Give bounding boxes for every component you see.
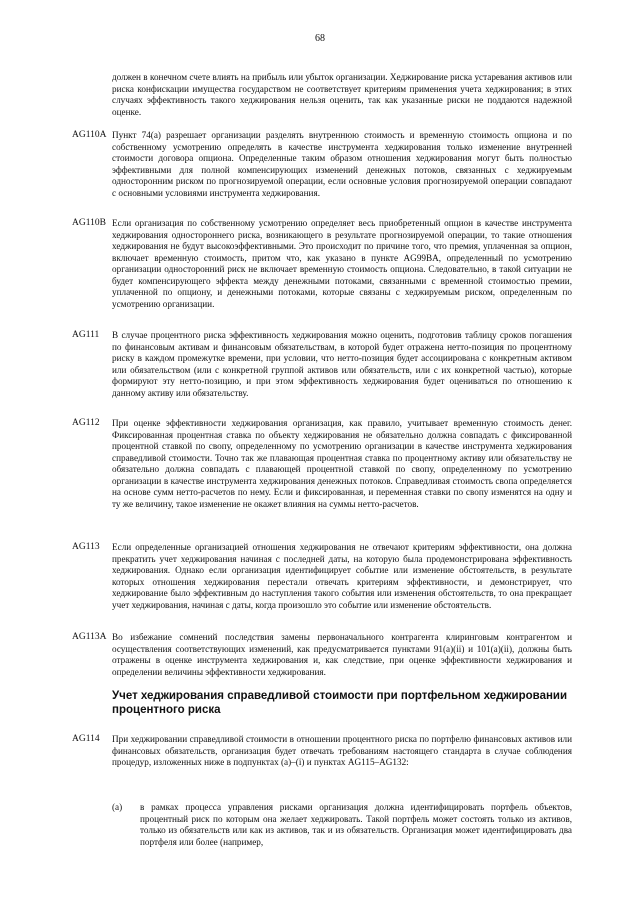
paragraph-ag113 bbox=[72, 542, 572, 611]
paragraph-ag111 bbox=[72, 330, 572, 399]
paragraph-ag114 bbox=[72, 734, 572, 769]
paragraph-text: При хеджировании справедливой стоимости в отношении процентного риска по портфелю финансовых активов или финансовых обязательств, организация будет отвечать требованиям настоящего стандарта в случае соблюдения процедур, изложенных ниже в подпунктах (а)–(i) и пунктах AG115–AG132: bbox=[112, 734, 572, 767]
subitem-text: в рамках процесса управления рисками организация должна идентифицировать портфель объектов, процентный риск по которым она желает хеджировать. Такой портфель может состоять только из активов, только из обязательств или как из активов, так и из обязательств. Организация может идентифицировать два портфеля или более (например, bbox=[140, 802, 572, 847]
paragraph-ag110a bbox=[72, 130, 572, 199]
paragraph-text: Во избежание сомнений последствия замены первоначального контрагента клиринговым контрагентом и осуществления соответствующих изменений, как предусматривается пунктами 91(а)(ii) и 101(а)(ii), должны быть отражены в оценке инструмента хеджирования и, как следствие, при оценке эффективности хеджирования и определении величины эффективности хеджирования. bbox=[112, 632, 572, 677]
paragraph-text: В случае процентного риска эффективность хеджирования можно оценить, подготовив таблицу сроков погашения по финансовым активам и финансовым обязательствам, в которой будет отражена нетто-позиция по процентному риску в каждом промежутке времени, при условии, что нетто-позиция будет ассоциирована с конкретным активом или обязательством (или с конкретной группой активов или обязательств, или с их конкретной частью), которые формируют эту нетто-позицию, и при этом эффективность хеджирования будет оцениваться по отношению к данному активу или обязательству. bbox=[112, 330, 572, 398]
lead-paragraph: должен в конечном счете влиять на прибыль или убыток организации. Хеджирование риска устаревания активов или риска конфискации имущества государством не соответствует критериям применения учета хеджирования; в этих случаях эффективность такого хеджирования нельзя оценить, так как указанные риски не поддаются надежной оценке. bbox=[112, 72, 572, 117]
section-heading: Учет хеджирования справедливой стоимости при портфельном хеджировании процентного риска bbox=[112, 690, 568, 716]
subitem-a bbox=[112, 802, 572, 848]
subitem-label: (а) bbox=[112, 802, 123, 812]
paragraph-number: AG111 bbox=[72, 330, 100, 340]
paragraph-text: Если определенные организацией отношения хеджирования не отвечают критериям эффективности, она должна прекратить учет хеджирования начиная с последней даты, на которую была продемонстрирована эффективность хеджирования. Однако если организация идентифицирует событие или изменение обстоятельств, в результате которых отношения хеджирования перестали отвечать критериям эффективности, и демонстрирует, что хеджирование было эффективным до наступления такого события или изменения обстоятельств, то она прекращает учет хеджирования, начиная с даты, когда произошло это событие или изменение обстоятельств. bbox=[112, 542, 572, 610]
paragraph-ag113a bbox=[72, 632, 572, 678]
paragraph-text: Пункт 74(а) разрешает организации разделять внутреннюю стоимость и временную стоимость опциона и по собственному усмотрению определять в качестве инструмента хеджирования только изменение внутренней стоимости договора опциона. Определенные таким образом отношения хеджирования могут быть полностью эффективными для полной компенсирующих изменений денежных потоков, связанных с хеджируемым односторонним риском по прогнозируемой операции, если основные условия прогнозируемой операции совпадают с основными условиями инструмента хеджирования. bbox=[112, 130, 572, 198]
paragraph-number: AG114 bbox=[72, 734, 100, 744]
paragraph-number: AG110B bbox=[72, 218, 106, 228]
paragraph-number: AG112 bbox=[72, 418, 100, 428]
paragraph-number: AG113 bbox=[72, 542, 100, 552]
paragraph-number: AG113A bbox=[72, 632, 107, 642]
paragraph-ag110b bbox=[72, 218, 572, 310]
page-number: 68 bbox=[315, 33, 325, 44]
paragraph-ag112 bbox=[72, 418, 572, 510]
paragraph-number: AG110A bbox=[72, 130, 107, 140]
paragraph-text: При оценке эффективности хеджирования организация, как правило, учитывает временную стоимость денег. Фиксированная процентная ставка по объекту хеджирования не обязательно должна совпадать с фиксированной процентной ставкой по свопу, определенному по усмотрению организации в качестве инструмента хеджирования справедливой стоимости. Точно так же плавающая процентная ставка по процентному активу или обязательству не обязательно должна совпадать с плавающей процентной ставкой по свопу, определенному по усмотрению организации в качестве инструмента хеджирования денежных потоков. Справедливая стоимость свопа определяется на основе сумм нетто-расчетов по нему. Если и фиксированная, и переменная ставки по свопу изменятся на одну и ту же величину, такое изменение не окажет влияния на суммы нетто-расчетов. bbox=[112, 418, 572, 509]
paragraph-text: Если организация по собственному усмотрению определяет весь приобретенный опцион в качестве инструмента хеджирования одностороннего риска, возникающего в результате прогнозируемой операции, то такие отношения хеджирования не будут высокоэффективными. Это происходит по причине того, что премия, уплаченная за опцион, включает временную стоимость, притом что, как указано в пункте AG99BA, определенный по усмотрению организации односторонний риск не включает временную стоимость опциона. Следовательно, в такой ситуации не будет компенсирующего эффекта между денежными потоками, связанными с временной стоимостью премии, уплаченной по опциону, и денежными потоками, которые связаны с хеджируемым риском, определенным по усмотрению организации. bbox=[112, 218, 572, 309]
